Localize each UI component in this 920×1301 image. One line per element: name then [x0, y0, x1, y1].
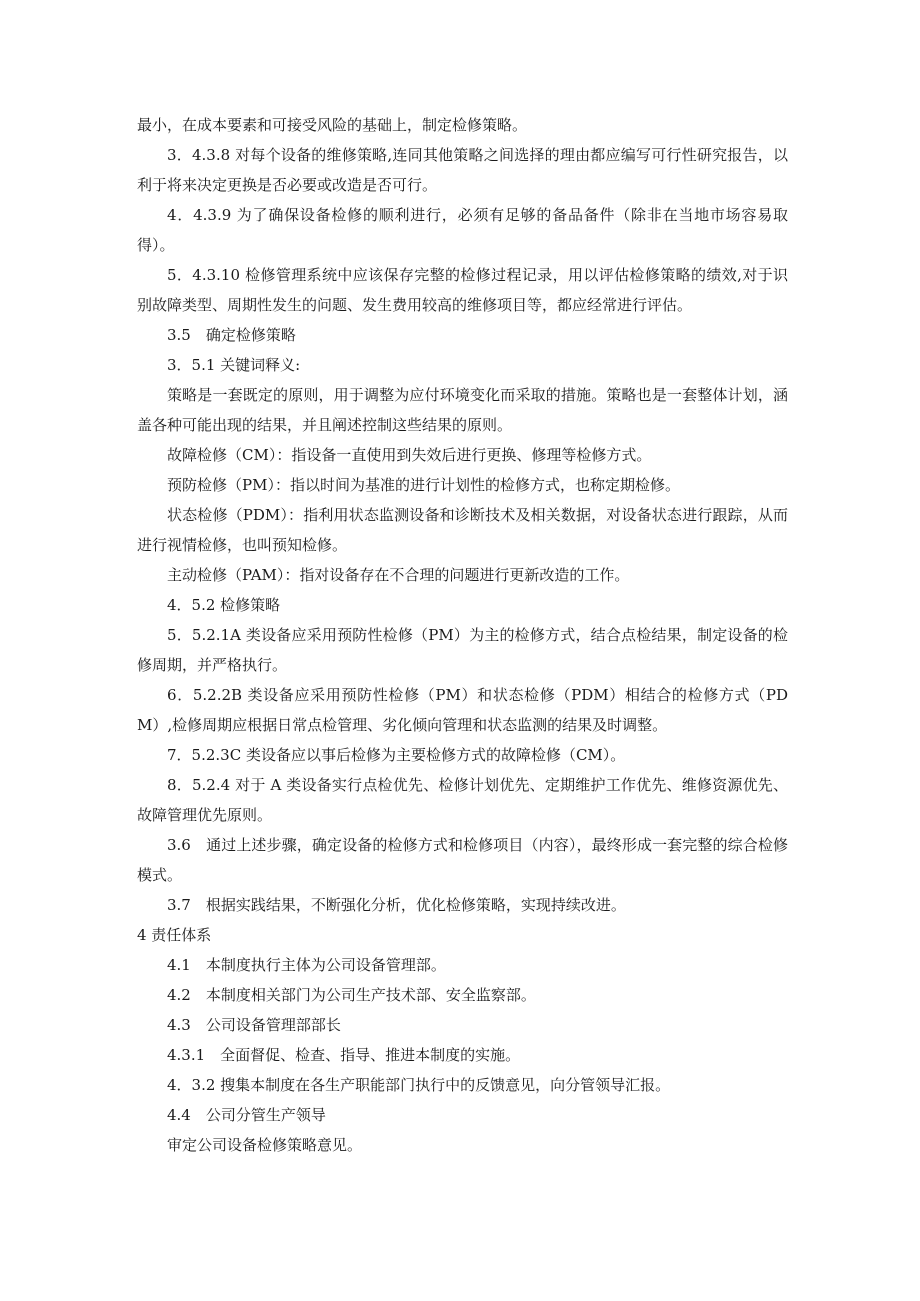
paragraph: 审定公司设备检修策略意见。: [167, 1136, 363, 1154]
definition-pm: 预防检修（PM）：指以时间为基准的进行计划性的检修方式，也称定期检修。: [167, 476, 680, 494]
definition-cm: 故障检修（CM）：指设备一直使用到失效后进行更换、修理等检修方式。: [167, 446, 652, 464]
definition-pdm: 状态检修（PDM）：指利用状态监测设备和诊断技术及相关数据，对设备状态进行跟踪，从而进行视情检修，也叫预知检修。: [137, 506, 788, 554]
paragraph: 3．4.3.8 对每个设备的维修策略,连同其他策略之间选择的理由都应编写可行性研究报告，以利于将来决定更换是否必要或改造是否可行。: [137, 146, 788, 194]
paragraph: 6．5.2.2B 类设备应采用预防性检修（PM）和状态检修（PDM）相结合的检修方式（PDM）,检修周期应根据日常点检管理、劣化倾向管理和状态监测的结果及时调整。: [137, 686, 788, 734]
section-heading: 4 责任体系: [137, 926, 212, 944]
paragraph: 4．5.2 检修策略: [167, 596, 281, 614]
paragraph: 4．4.3.9 为了确保设备检修的顺利进行，必须有足够的备品备件（除非在当地市场容易取得）。: [137, 206, 788, 254]
subsection-heading: 3.5 确定检修策略: [167, 326, 296, 344]
paragraph: 5．4.3.10 检修管理系统中应该保存完整的检修过程记录，用以评估检修策略的绩效,对于识别故障类型、周期性发生的问题、发生费用较高的维修项目等，都应经常进行评估。: [137, 266, 788, 314]
subsection-heading: 4.4 公司分管生产领导: [167, 1106, 326, 1124]
paragraph: 8．5.2.4 对于 A 类设备实行点检优先、检修计划优先、定期维护工作优先、维修资源优先、故障管理优先原则。: [137, 776, 788, 824]
paragraph: 3．5.1 关键词释义:: [167, 356, 301, 374]
paragraph: 4.1 本制度执行主体为公司设备管理部。: [167, 956, 446, 974]
paragraph: 最小，在成本要素和可接受风险的基础上，制定检修策略。: [137, 116, 528, 134]
paragraph: 3.6 通过上述步骤，确定设备的检修方式和检修项目（内容），最终形成一套完整的综合检修模式。: [137, 836, 788, 884]
paragraph: 4.2 本制度相关部门为公司生产技术部、安全监察部。: [167, 986, 536, 1004]
paragraph: 7．5.2.3C 类设备应以事后检修为主要检修方式的故障检修（CM）。: [167, 746, 626, 764]
subsection-heading: 4.3 公司设备管理部部长: [167, 1016, 341, 1034]
paragraph: 策略是一套既定的原则，用于调整为应付环境变化而采取的措施。策略也是一套整体计划，涵盖各种可能出现的结果，并且阐述控制这些结果的原则。: [137, 386, 788, 434]
paragraph: 4．3.2 搜集本制度在各生产职能部门执行中的反馈意见，向分管领导汇报。: [167, 1076, 671, 1094]
paragraph: 5．5.2.1A 类设备应采用预防性检修（PM）为主的检修方式，结合点检结果，制定设备的检修周期，并严格执行。: [137, 626, 788, 674]
definition-pam: 主动检修（PAM）：指对设备存在不合理的问题进行更新改造的工作。: [167, 566, 630, 584]
paragraph: 4.3.1 全面督促、检查、指导、推进本制度的实施。: [167, 1046, 521, 1064]
document-body: [137, 110, 788, 1160]
paragraph: 3.7 根据实践结果，不断强化分析，优化检修策略，实现持续改进。: [167, 896, 626, 914]
